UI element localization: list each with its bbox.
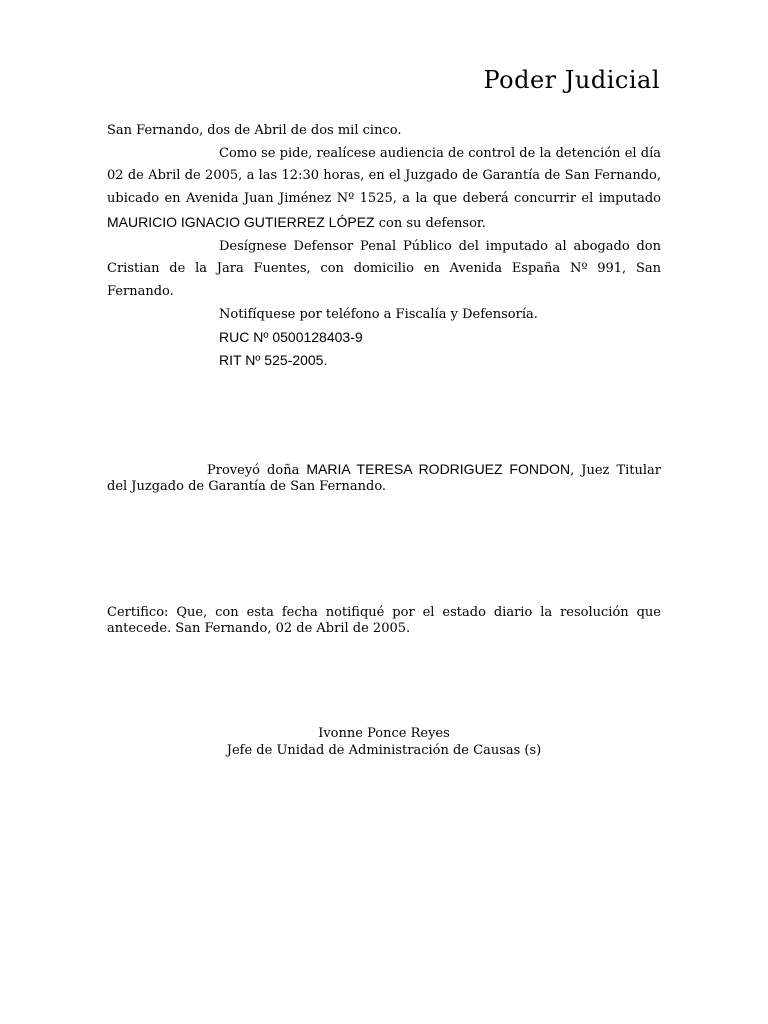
signatory-title: Jefe de Unidad de Administración de Causas (s)	[226, 743, 542, 758]
proveyo-paragraph	[107, 461, 661, 495]
rit-number: RIT Nº 525-2005.	[219, 352, 328, 369]
hearing-text-end: con su defensor.	[374, 215, 486, 231]
page-title: Poder Judicial	[483, 66, 660, 94]
judge-name: MARIA TERESA RODRIGUEZ FONDON	[306, 461, 571, 477]
proveyo-suffix: , Juez Titular del Juzgado de Garantía de San Fernando.	[107, 463, 661, 494]
certificate-block	[107, 605, 661, 637]
resolution-paragraph-defensor: Desígnese Defensor Penal Público del imputado al abogado don Cristian de la Jara Fuentes, con domicilio en Avenida España Nº 991, San Fernando.	[107, 238, 661, 299]
certificate-text: Certifico: Que, con esta fecha notifiqué por el estado diario la resolución que antecede. San Fernando, 02 de Abril de 2005.	[107, 605, 661, 636]
hearing-text: Como se pide, realícese audiencia de control de la detención el día 02 de Abril de 2005, a las 12:30 horas, en el Juzgado de Garantía de San Fernando, ubicado en Avenida Juan Jiménez Nº 1525, a la que deberá concurrir el imputado	[107, 145, 661, 207]
ruc-number: RUC Nº 0500128403-9	[219, 329, 363, 346]
resolution-paragraph-notify: Notifíquese por teléfono a Fiscalía y Defensoría.	[219, 306, 538, 322]
signatory-name: Ivonne Ponce Reyes	[318, 726, 450, 741]
imputado-name: MAURICIO IGNACIO GUTIERREZ LÓPEZ	[107, 213, 375, 230]
proveyo-prefix: Proveyó doña	[207, 463, 307, 478]
resolution-body	[107, 120, 661, 372]
date-line: San Fernando, dos de Abril de dos mil cinco.	[107, 123, 402, 138]
resolution-paragraph-hearing	[107, 143, 661, 236]
signature-block	[107, 725, 661, 759]
proveyo-block	[107, 461, 661, 495]
